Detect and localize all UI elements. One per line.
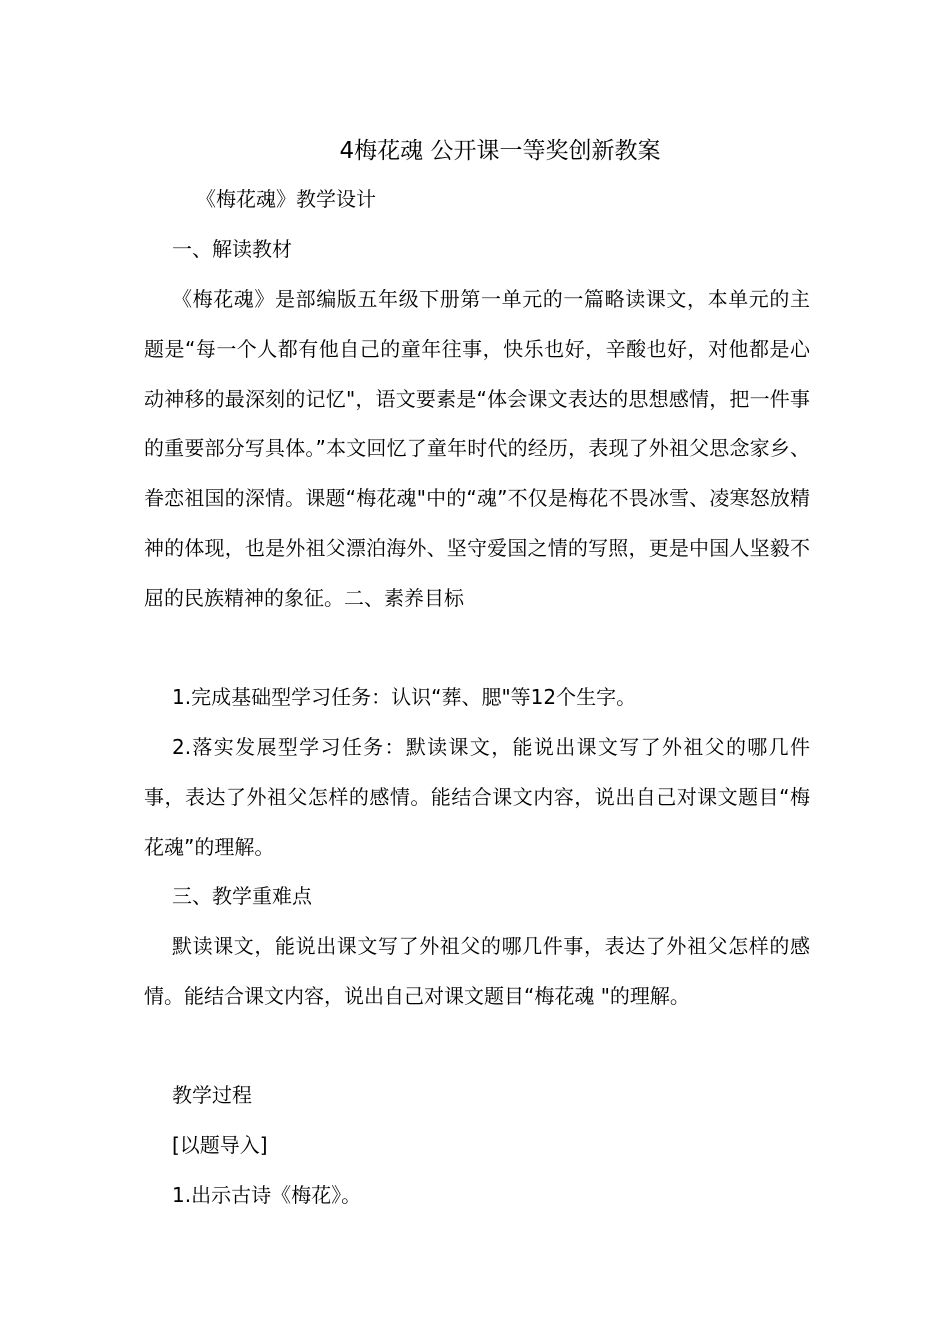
teaching-process-heading: 教学过程 [172, 1083, 252, 1107]
section-heading-interpret-textbook: 一、解读教材 [172, 237, 292, 261]
lead-in-heading: [以题导入] [172, 1133, 268, 1157]
document-title: 4梅花魂 公开课一等奖创新教案 [339, 138, 661, 164]
step-show-poem: 1.出示古诗《梅花》。 [172, 1183, 362, 1207]
paragraph-interpret-textbook: 《梅花魂》是部编版五年级下册第一单元的一篇略读课文，本单元的主题是“每一个人都有他自己的童年往事，快乐也好，辛酸也好，对他都是心动神移的最深刻的记忆"，语文要素是“体会课文表达的思想感情，把一件事的重要部分写具体。”本文回忆了童年时代的经历，表现了外祖父思念家乡、眷恋祖国的深情。课题“梅花魂"中的“魂”不仅是梅花不畏冰雪、凌寒怒放精神的体现，也是外祖父漂泊海外、坚守爱国之情的写照，更是中国人坚毅不屈的民族精神的象征。二、素养目标 [144, 287, 810, 610]
design-subtitle: 《梅花魂》教学设计 [196, 187, 376, 211]
goal-development-task: 2.落实发展型学习任务：默读课文，能说出课文写了外祖父的哪几件事，表达了外祖父怎样的感情。能结合课文内容，说出自己对课文题目“梅花魂”的理解。 [144, 735, 810, 859]
paragraph-key-difficulties: 默读课文，能说出课文写了外祖父的哪几件事，表达了外祖父怎样的感情。能结合课文内容，说出自己对课文题目“梅花魂 "的理解。 [144, 934, 810, 1008]
section-heading-key-difficulties: 三、教学重难点 [172, 884, 312, 908]
goal-basic-task: 1.完成基础型学习任务：认识“葬、腮"等12个生字。 [172, 685, 637, 709]
